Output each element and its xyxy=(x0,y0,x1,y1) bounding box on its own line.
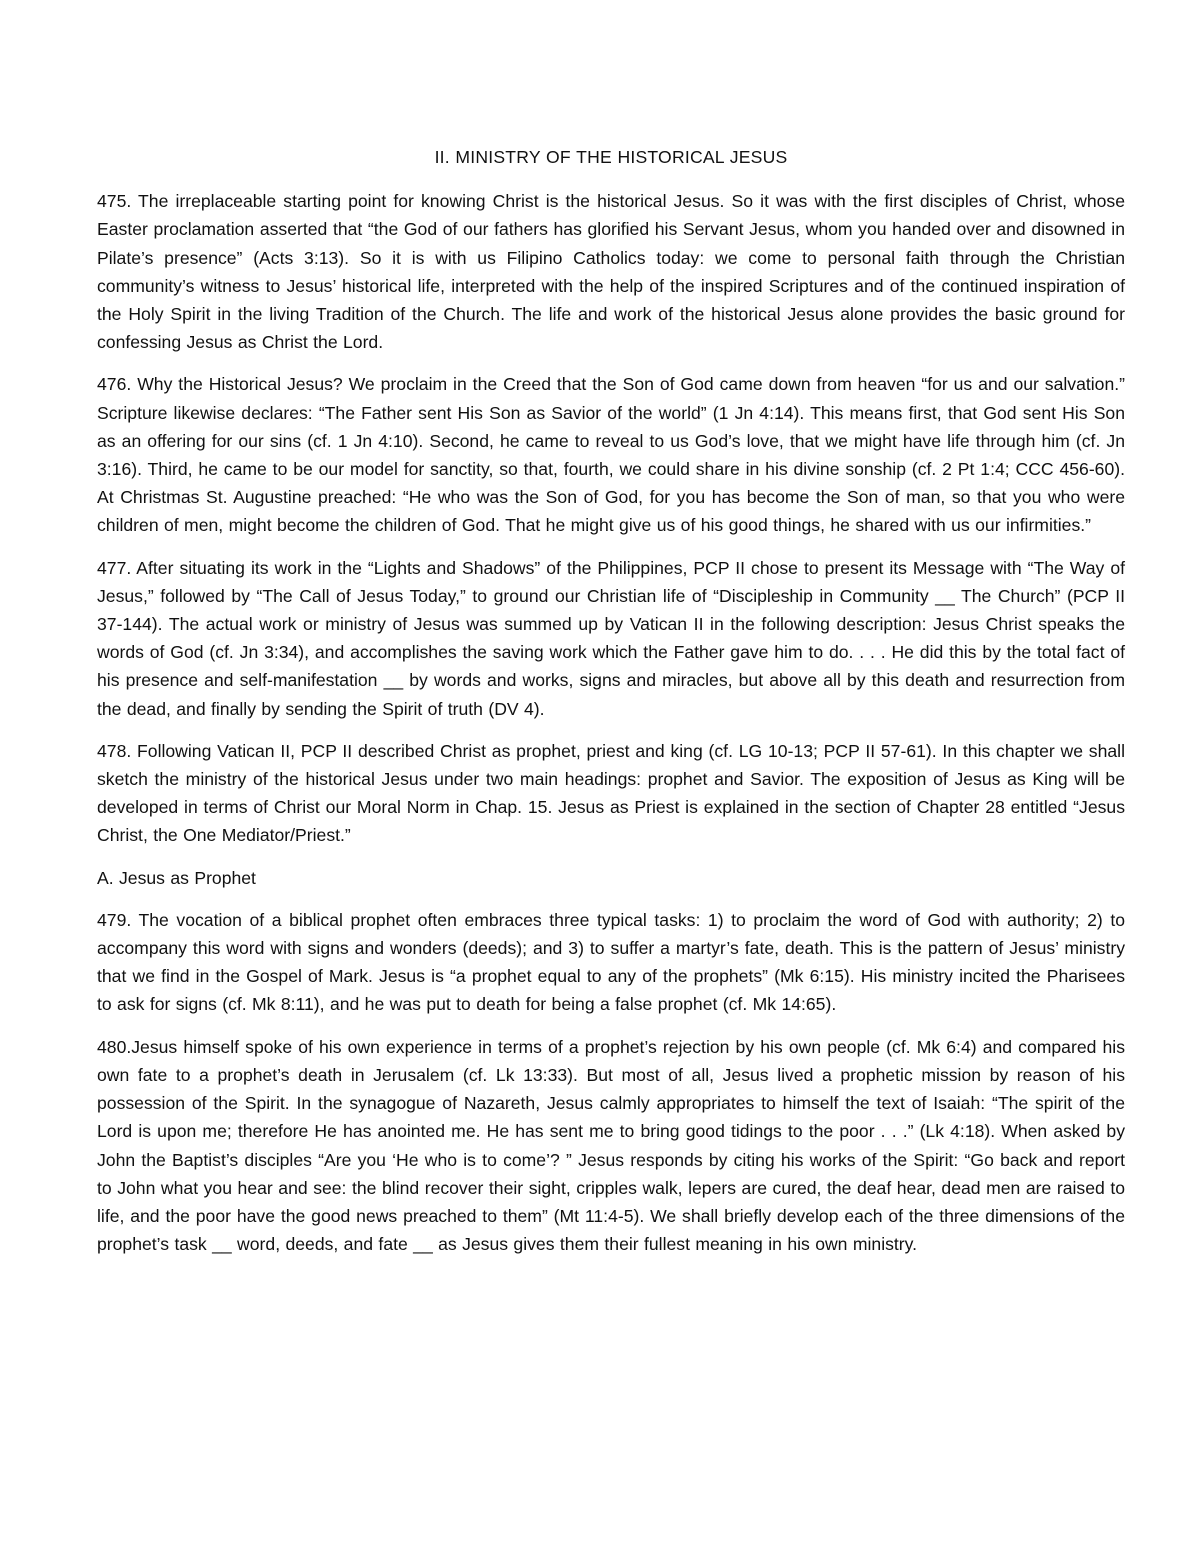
paragraph-number: 480. xyxy=(97,1036,132,1057)
paragraph-text: After situating its work in the “Lights and Shadows” of the Philippines, PCP II chose to present its Message with “The Way of Jesus,” followed by “The Call of Jesus Today,” to ground our Christian life of “Discipleship in Community __ The Church” (PCP II 37-144). The actual work or ministry of Jesus was summed up by Vatican II in the following description: Jesus Christ speaks the words of God (cf. Jn 3:34), and accomplishes the saving work which the Father gave him to do. . . . He did this by the total fact of his presence and self-manifestation __ by words and works, signs and miracles, but above all by this death and resurrection from the dead, and finally by sending the Spirit of truth (DV 4). xyxy=(97,557,1125,719)
paragraph-477 xyxy=(97,554,1125,723)
page-title: II. MINISTRY OF THE HISTORICAL JESUS xyxy=(434,147,788,167)
paragraph-475 xyxy=(97,187,1125,356)
paragraph-480 xyxy=(97,1033,1125,1259)
paragraph-text: Jesus himself spoke of his own experience in terms of a prophet’s rejection by his own people (cf. Mk 6:4) and compared his own fate to a prophet’s death in Jerusalem (cf. Lk 13:33). But most of all, Jesus lived a prophetic mission by reason of his possession of the Spirit. In the synagogue of Nazareth, Jesus calmly appropriates to himself the text of Isaiah: “The spirit of the Lord is upon me; therefore He has anointed me. He has sent me to bring good tidings to the poor . . .” (Lk 4:18). When asked by John the Baptist’s disciples “Are you ‘He who is to come’? ” Jesus responds by citing his works of the Spirit: “Go back and report to John what you hear and see: the blind recover their sight, cripples walk, lepers are cured, the deaf hear, dead men are raised to life, and the poor have the good news preached to them” (Mt 11:4-5). We shall briefly develop each of the three dimensions of the prophet’s task __ word, deeds, and fate __ as Jesus gives them their fullest meaning in his own ministry. xyxy=(97,1036,1125,1255)
paragraph-number: 477. xyxy=(97,557,132,578)
paragraph-text: Following Vatican II, PCP II described Christ as prophet, priest and king (cf. LG 10-13; PCP II 57-61). In this chapter we shall sketch the ministry of the historical Jesus under two main headings: prophet and Savior. The exposition of Jesus as King will be developed in terms of Christ our Moral Norm in Chap. 15. Jesus as Priest is explained in the section of Chapter 28 entitled “Jesus Christ, the One Mediator/Priest.” xyxy=(97,740,1125,846)
paragraph-number: 479. xyxy=(97,909,132,930)
paragraph-text: The irreplaceable starting point for knowing Christ is the historical Jesus. So it was with the first disciples of Christ, whose Easter proclamation asserted that “the God of our fathers has glorified his Servant Jesus, whom you handed over and disowned in Pilate’s presence” (Acts 3:13). So it is with us Filipino Catholics today: we come to personal faith through the Christian community’s witness to Jesus’ historical life, interpreted with the help of the inspired Scriptures and of the continued inspiration of the Holy Spirit in the living Tradition of the Church. The life and work of the historical Jesus alone provides the basic ground for confessing Jesus as Christ the Lord. xyxy=(97,191,1126,353)
paragraph-number: 476. xyxy=(97,374,132,395)
paragraph-476 xyxy=(97,370,1125,539)
paragraph-478 xyxy=(97,737,1125,850)
paragraph-number: 478. xyxy=(97,740,132,761)
document-page xyxy=(97,143,1125,1272)
paragraph-number: 475. xyxy=(97,191,132,212)
paragraph-479 xyxy=(97,906,1125,1019)
paragraph-text: The vocation of a biblical prophet often embraces three typical tasks: 1) to proclaim the word of God with authority; 2) to accompany this word with signs and wonders (deeds); and 3) to suffer a martyr’s fate, death. This is the pattern of Jesus’ ministry that we find in the Gospel of Mark. Jesus is “a prophet equal to any of the prophets” (Mk 6:15). His ministry incited the Pharisees to ask for signs (cf. Mk 8:11), and he was put to death for being a false prophet (cf. Mk 14:65). xyxy=(97,909,1125,1015)
section-heading: A. Jesus as Prophet xyxy=(97,867,256,888)
paragraph-text: Why the Historical Jesus? We proclaim in the Creed that the Son of God came down from heaven “for us and our salvation.” Scripture likewise declares: “The Father sent His Son as Savior of the world” (1 Jn 4:14). This means first, that God sent His Son as an offering for our sins (cf. 1 Jn 4:10). Second, he came to reveal to us God’s love, that we might have life through him (cf. Jn 3:16). Third, he came to be our model for sanctity, so that, fourth, we could share in his divine sonship (cf. 2 Pt 1:4; CCC 456-60). At Christmas St. Augustine preached: “He who was the Son of God, for you has become the Son of man, so that you who were children of men, might become the children of God. That he might give us of his good things, he shared with us our infirmities.” xyxy=(97,374,1125,536)
